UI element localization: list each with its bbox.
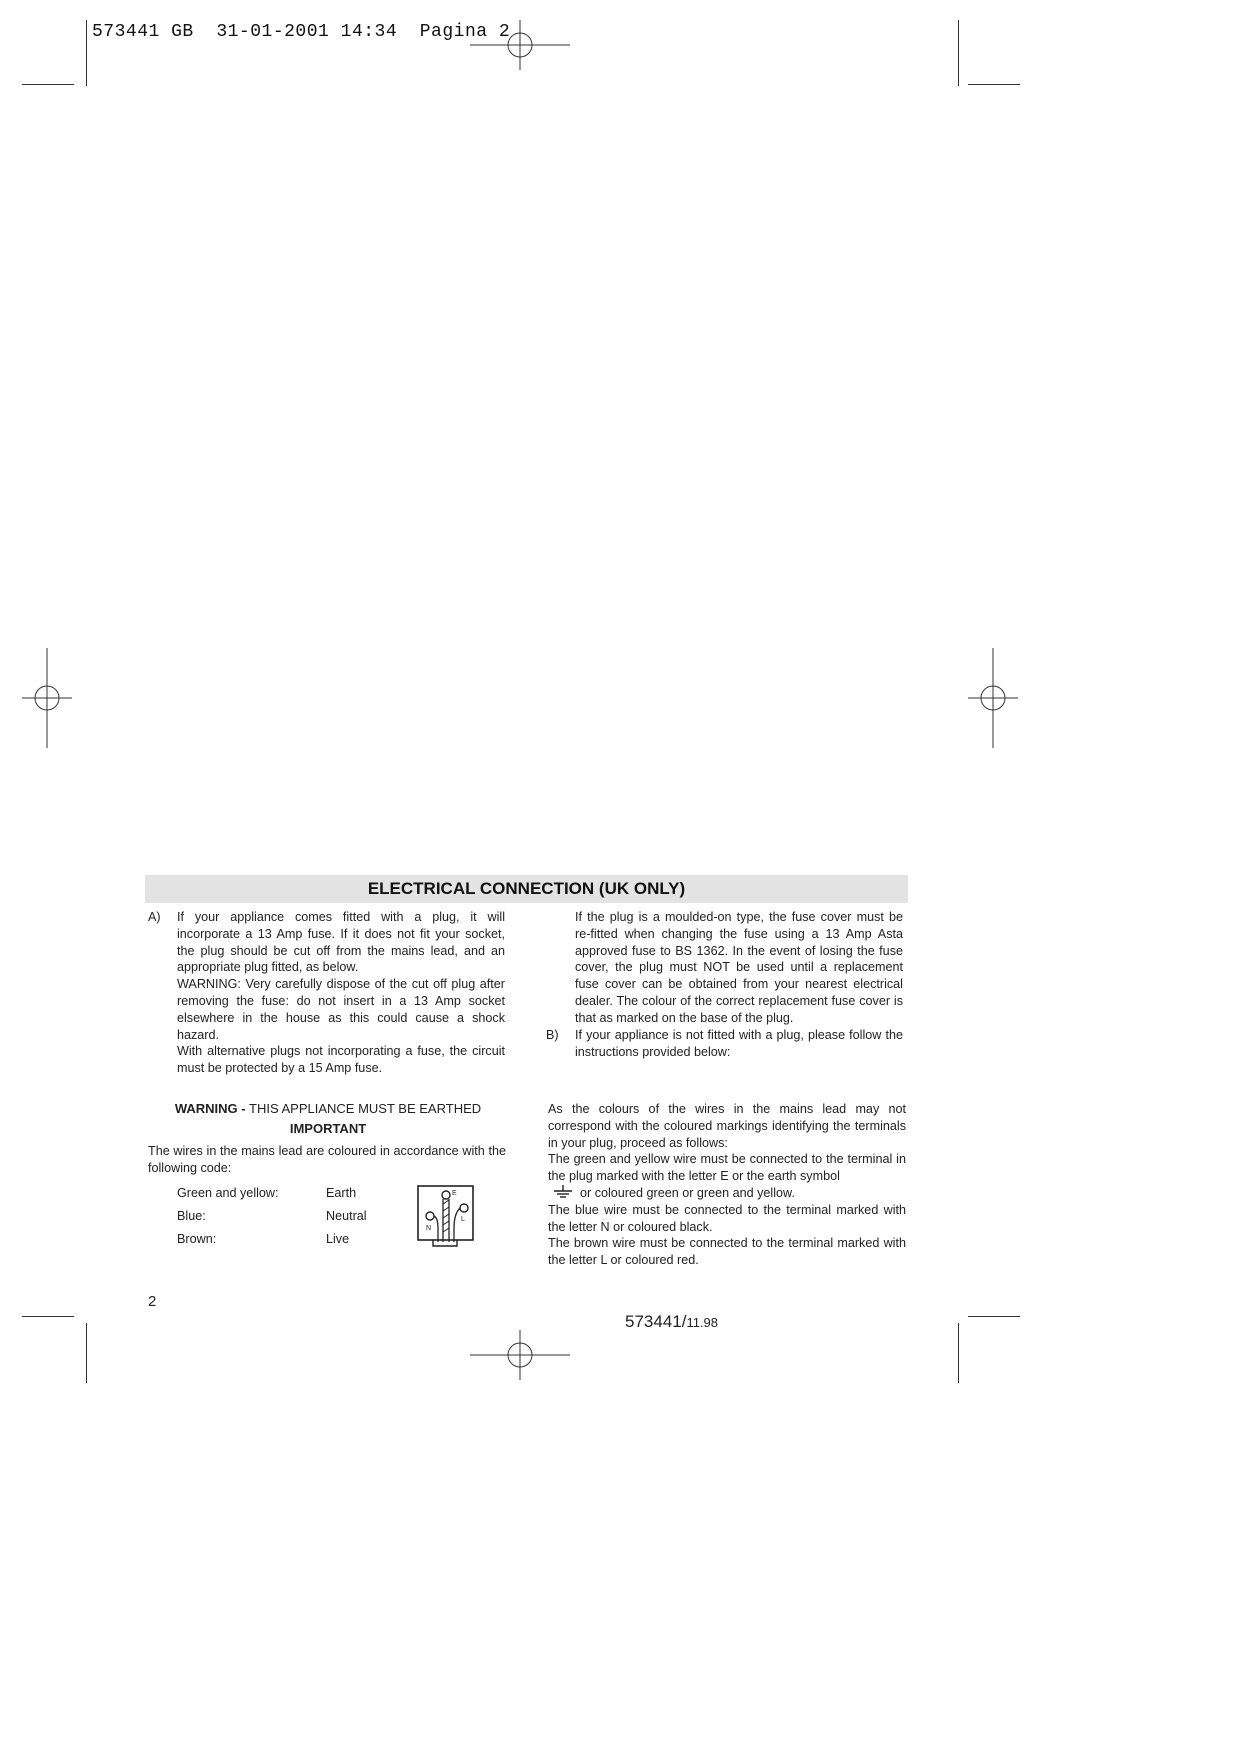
warning-text: THIS APPLIANCE MUST BE EARTHED xyxy=(245,1101,482,1116)
neutral-wire-instruction: The blue wire must be connected to the terminal marked with the letter N or coloured black. xyxy=(548,1202,906,1234)
section-b-marker: B) xyxy=(546,1028,559,1042)
earthing-warning xyxy=(148,1101,508,1118)
wires-intro: The wires in the mains lead are coloured in accordance with the following code: xyxy=(148,1144,506,1175)
diagram-label-earth: E xyxy=(452,1190,457,1197)
wire-colour-blue: Blue: xyxy=(177,1209,206,1223)
section-a-paragraph-3: With alternative plugs not incorporating a fuse, the circuit must be protected by a 15 Amp fuse. xyxy=(177,1044,505,1076)
section-a-paragraph-2: WARNING: Very carefully dispose of the cut off plug after removing the fuse: do not insert in a 13 Amp socket elsewhere in the house as this could cause a shock hazard. xyxy=(177,977,505,1042)
document-code xyxy=(625,1312,718,1332)
earth-symbol-icon xyxy=(552,1185,574,1199)
wire-function-earth: Earth xyxy=(326,1186,357,1200)
registration-mark-bottom xyxy=(470,1330,570,1380)
section-b-text: If your appliance is not fitted with a plug, please follow the instructions provided below: xyxy=(575,1028,903,1059)
print-slug: 573441 GB 31-01-2001 14:34 Pagina 2 xyxy=(92,22,511,42)
document-code-main: 573441/ xyxy=(625,1312,687,1331)
wire-function-neutral: Neutral xyxy=(326,1209,367,1223)
earth-wire-instruction-cont xyxy=(548,1185,906,1202)
live-wire-instruction: The brown wire must be connected to the terminal marked with the letter L or coloured red. xyxy=(548,1236,906,1268)
wire-colour-brown: Brown: xyxy=(177,1232,217,1246)
important-label: IMPORTANT xyxy=(289,1121,367,1136)
moulded-plug-paragraph: If the plug is a moulded-on type, the fuse cover must be re-fitted when changing the fuse using a 13 Amp Asta approved fuse to BS 1362. In the event of losing the fuse cover, the plug must NOT be used until a replacement fuse cover can be obtained from your nearest electrical dealer. The colour of the correct replacement fuse cover is that as marked on the base of the plug. xyxy=(575,910,903,1025)
section-a-text xyxy=(177,909,505,1077)
wire-function-live: Live xyxy=(326,1232,350,1246)
page-number: 2 xyxy=(148,1293,157,1310)
diagram-label-live: L xyxy=(461,1216,465,1223)
warning-label: WARNING - xyxy=(174,1101,246,1116)
wiring-intro: As the colours of the wires in the mains lead may not correspond with the coloured markings identifying the terminals in your plug, proceed as follows: xyxy=(548,1102,906,1150)
section-a-marker: A) xyxy=(148,910,161,924)
registration-mark-top xyxy=(470,20,570,70)
diagram-label-neutral: N xyxy=(426,1225,432,1232)
plug-wiring-diagram xyxy=(416,1184,476,1248)
earth-wire-instruction: The green and yellow wire must be connected to the terminal in the plug marked with the letter E or the earth symbol xyxy=(548,1152,906,1184)
document-code-date: 11.98 xyxy=(686,1315,719,1330)
section-a-paragraph-1: If your appliance comes fitted with a plug, it will incorporate a 13 Amp fuse. If it does not fit your socket, the plug should be cut off from the mains lead, and an appropriate plug fitted, as below. xyxy=(177,910,505,975)
wire-colour-green-yellow: Green and yellow: xyxy=(177,1186,279,1200)
registration-mark-left xyxy=(22,648,72,748)
registration-mark-right xyxy=(968,648,1018,748)
section-heading: ELECTRICAL CONNECTION (UK ONLY) xyxy=(367,879,686,898)
earth-wire-instruction-tail: or coloured green or green and yellow. xyxy=(580,1185,795,1200)
wiring-instructions xyxy=(548,1101,906,1269)
